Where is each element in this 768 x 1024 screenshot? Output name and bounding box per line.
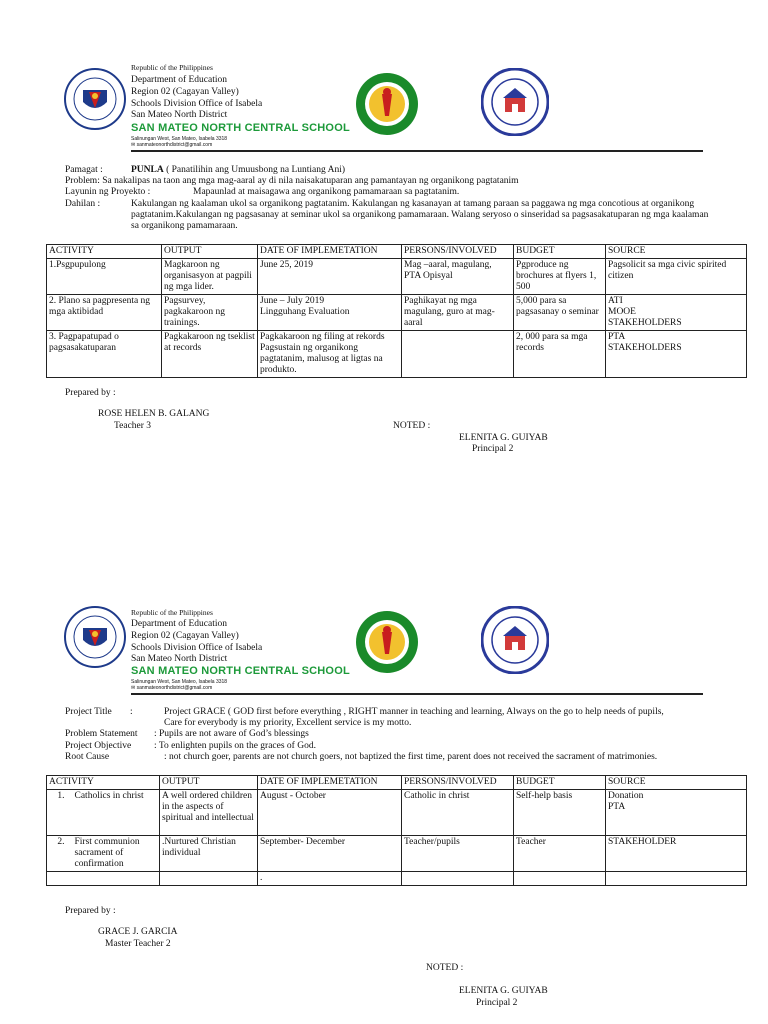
problem-text: Problem: Sa nakalipas na taon ang mga mag-aaral ay di nila naisakatuparan ang pamantayan ng organikong pagtatanim	[65, 176, 519, 186]
table-header-cell: BUDGET	[514, 776, 606, 790]
table-cell: .Nurtured Christian individual	[160, 836, 258, 872]
school-seal-logo	[481, 68, 549, 136]
department-text: Department of Education	[131, 619, 228, 629]
table-cell	[402, 331, 514, 378]
table-cell: 1.Psgpupulong	[47, 259, 162, 295]
table-row	[47, 259, 747, 295]
layunin-value: Mapaunlad at maisagawa ang organikong pamamaraan sa pagtatanim.	[193, 187, 460, 197]
root-cause-value: : not church goer, parents are not church goers, not baptized the first time, parent does not received the sacrament of matrimonies.	[164, 752, 658, 762]
email-text: ✉ sanmateonorthdistrict@gmail.com	[131, 685, 213, 691]
email-icon: ✉	[131, 142, 137, 148]
prepared-name: ROSE HELEN B. GALANG	[98, 409, 210, 419]
header-divider	[131, 693, 703, 695]
table-row	[47, 331, 747, 378]
table-cell: 5,000 para sa pagsasanay o seminar	[514, 295, 606, 331]
table-header-cell: PERSONS/INVOLVED	[402, 245, 514, 259]
project-title-line2: Care for everybody is my priority, Excellent service is my motto.	[164, 718, 412, 728]
table-row	[47, 790, 747, 836]
table-header-cell: OUTPUT	[160, 776, 258, 790]
activity-table-1	[46, 244, 747, 378]
table-cell: Catholics in christ	[69, 790, 160, 836]
prepared-by-label: Prepared by :	[65, 906, 116, 916]
prepared-title: Master Teacher 2	[105, 939, 171, 949]
table-cell: Pagsolicit sa mga civic spirited citizen	[606, 259, 747, 295]
project-title-colon: :	[130, 707, 133, 717]
table-cell: STAKEHOLDER	[606, 836, 747, 872]
dahilan-value: Kakulangan ng kaalaman ukol sa organikong pagtatanim. Kakulangan ng kasanayan at tamang paraan sa paggawa ng mga concotious at organikong pagtatanim.Kakulangan ng pagsasanay at seminar ukol sa organikong pamamaraan. Walang seryoso o sinseridad sa pagsasakatuparan ng mga kaalaman sa organikong pamamaraan.	[131, 199, 709, 231]
table-cell: Mag –aaral, magulang, PTA Opisyal	[402, 259, 514, 295]
deped-seal-logo	[64, 606, 126, 668]
table-cell	[160, 872, 258, 886]
school-seal-logo	[481, 606, 549, 674]
table-cell: June – July 2019 Lingguhang Evaluation	[258, 295, 402, 331]
table-cell: September- December	[258, 836, 402, 872]
noted-title: Principal 2	[476, 998, 518, 1008]
table-header-row	[47, 245, 747, 259]
division-text: Schools Division Office of Isabela	[131, 643, 263, 653]
email-text: ✉ sanmateonorthdistrict@gmail.com	[131, 142, 213, 148]
table-cell: PTA STAKEHOLDERS	[606, 331, 747, 378]
table-cell	[69, 872, 160, 886]
table-cell: Self-help basis	[514, 790, 606, 836]
project-title-label: Project Title	[65, 707, 112, 717]
table-cell: First communion sacrament of confirmation	[69, 836, 160, 872]
table-cell: 1.	[47, 790, 69, 836]
project-objective-label: Project Objective	[65, 741, 132, 751]
school-name: SAN MATEO NORTH CENTRAL SCHOOL	[131, 665, 350, 677]
table-cell: Donation PTA	[606, 790, 747, 836]
table-cell: Teacher	[514, 836, 606, 872]
address-text: Salinungan West, San Mateo, Isabela 3318	[131, 679, 228, 685]
header-divider	[131, 150, 703, 152]
prepared-by-label: Prepared by :	[65, 388, 116, 398]
activity-table-2	[46, 775, 747, 886]
table-cell: Pgproduce ng brochures at flyers 1, 500	[514, 259, 606, 295]
district-text: San Mateo North District	[131, 654, 228, 664]
table-cell: August - October	[258, 790, 402, 836]
republic-text: Republic of the Philippines	[131, 63, 213, 72]
table-cell: June 25, 2019	[258, 259, 402, 295]
table-cell: Paghikayat ng mga magulang, guro at mag-aaral	[402, 295, 514, 331]
root-cause-label: Root Cause	[65, 752, 110, 762]
table-cell: Catholic in christ	[402, 790, 514, 836]
table-cell: 3. Pagpapatupad o pagsasakatuparan	[47, 331, 162, 378]
table-header-cell: ACTIVITY	[47, 245, 162, 259]
table-cell: .	[258, 872, 402, 886]
school-name: SAN MATEO NORTH CENTRAL SCHOOL	[131, 122, 350, 134]
table-row	[47, 836, 747, 872]
region-text: Region 02 (Cagayan Valley)	[131, 87, 239, 97]
table-cell: A well ordered children in the aspects of spiritual and intellectual	[160, 790, 258, 836]
table-header-row	[47, 776, 747, 790]
problem-statement-value: : Pupils are not aware of God’s blessings	[154, 729, 309, 739]
layunin-label: Layunin ng Proyekto :	[65, 187, 151, 197]
noted-label: NOTED :	[393, 421, 431, 431]
table-cell: Teacher/pupils	[402, 836, 514, 872]
table-cell: 2. Plano sa pagpresenta ng mga aktibidad	[47, 295, 162, 331]
prepared-title: Teacher 3	[114, 421, 152, 431]
table-header-cell: ACTIVITY	[47, 776, 160, 790]
table-row	[47, 295, 747, 331]
email-icon: ✉	[131, 685, 137, 691]
table-header-cell: SOURCE	[606, 245, 747, 259]
division-text: Schools Division Office of Isabela	[131, 99, 263, 109]
pamagat-value: PUNLA ( Panatilihin ang Umuusbong na Luntiang Ani)	[131, 165, 346, 175]
region-text: Region 02 (Cagayan Valley)	[131, 631, 239, 641]
project-title-line1: Project GRACE ( GOD first before everything , RIGHT manner in teaching and learning, Always on the go to help needs of pupils,	[164, 707, 664, 717]
table-cell	[606, 872, 747, 886]
project-objective-value: : To enlighten pupils on the graces of God.	[154, 741, 316, 751]
table-header-cell: PERSONS/INVOLVED	[402, 776, 514, 790]
noted-label: NOTED :	[426, 963, 464, 973]
table-cell: 2.	[47, 836, 69, 872]
deped-seal-logo	[64, 68, 126, 130]
table-header-cell: DATE OF IMPLEMETATION	[258, 245, 402, 259]
department-seal-logo	[355, 72, 419, 136]
table-header-cell: BUDGET	[514, 245, 606, 259]
table-cell	[514, 872, 606, 886]
department-text: Department of Education	[131, 75, 228, 85]
republic-text: Republic of the Philippines	[131, 608, 213, 617]
noted-name: ELENITA G. GUIYAB	[459, 433, 548, 443]
table-cell: ATI MOOE STAKEHOLDERS	[606, 295, 747, 331]
prepared-name: GRACE J. GARCIA	[98, 927, 178, 937]
table-header-cell: OUTPUT	[162, 245, 258, 259]
department-seal-logo	[355, 610, 419, 674]
table-cell: Pagkakaroon ng tseklist at records	[162, 331, 258, 378]
pamagat-label: Pamagat :	[65, 165, 103, 175]
noted-name: ELENITA G. GUIYAB	[459, 986, 548, 996]
noted-title: Principal 2	[472, 444, 514, 454]
table-cell: Pagkakaroon ng filing at rekords Pagsustain ng organikong pagtatanim, malusog at ligtas na produkto.	[258, 331, 402, 378]
table-cell	[47, 872, 69, 886]
problem-statement-label: Problem Statement	[65, 729, 138, 739]
dahilan-label: Dahilan :	[65, 199, 101, 209]
table-cell	[402, 872, 514, 886]
table-cell: 2, 000 para sa mga records	[514, 331, 606, 378]
table-cell: Magkaroon ng organisasyon at pagpili ng mga lider.	[162, 259, 258, 295]
district-text: San Mateo North District	[131, 110, 228, 120]
address-text: Salinungan West, San Mateo, Isabela 3318	[131, 136, 228, 142]
table-header-cell: SOURCE	[606, 776, 747, 790]
table-header-cell: DATE OF IMPLEMETATION	[258, 776, 402, 790]
table-row	[47, 872, 747, 886]
table-cell: Pagsurvey, pagkakaroon ng trainings.	[162, 295, 258, 331]
